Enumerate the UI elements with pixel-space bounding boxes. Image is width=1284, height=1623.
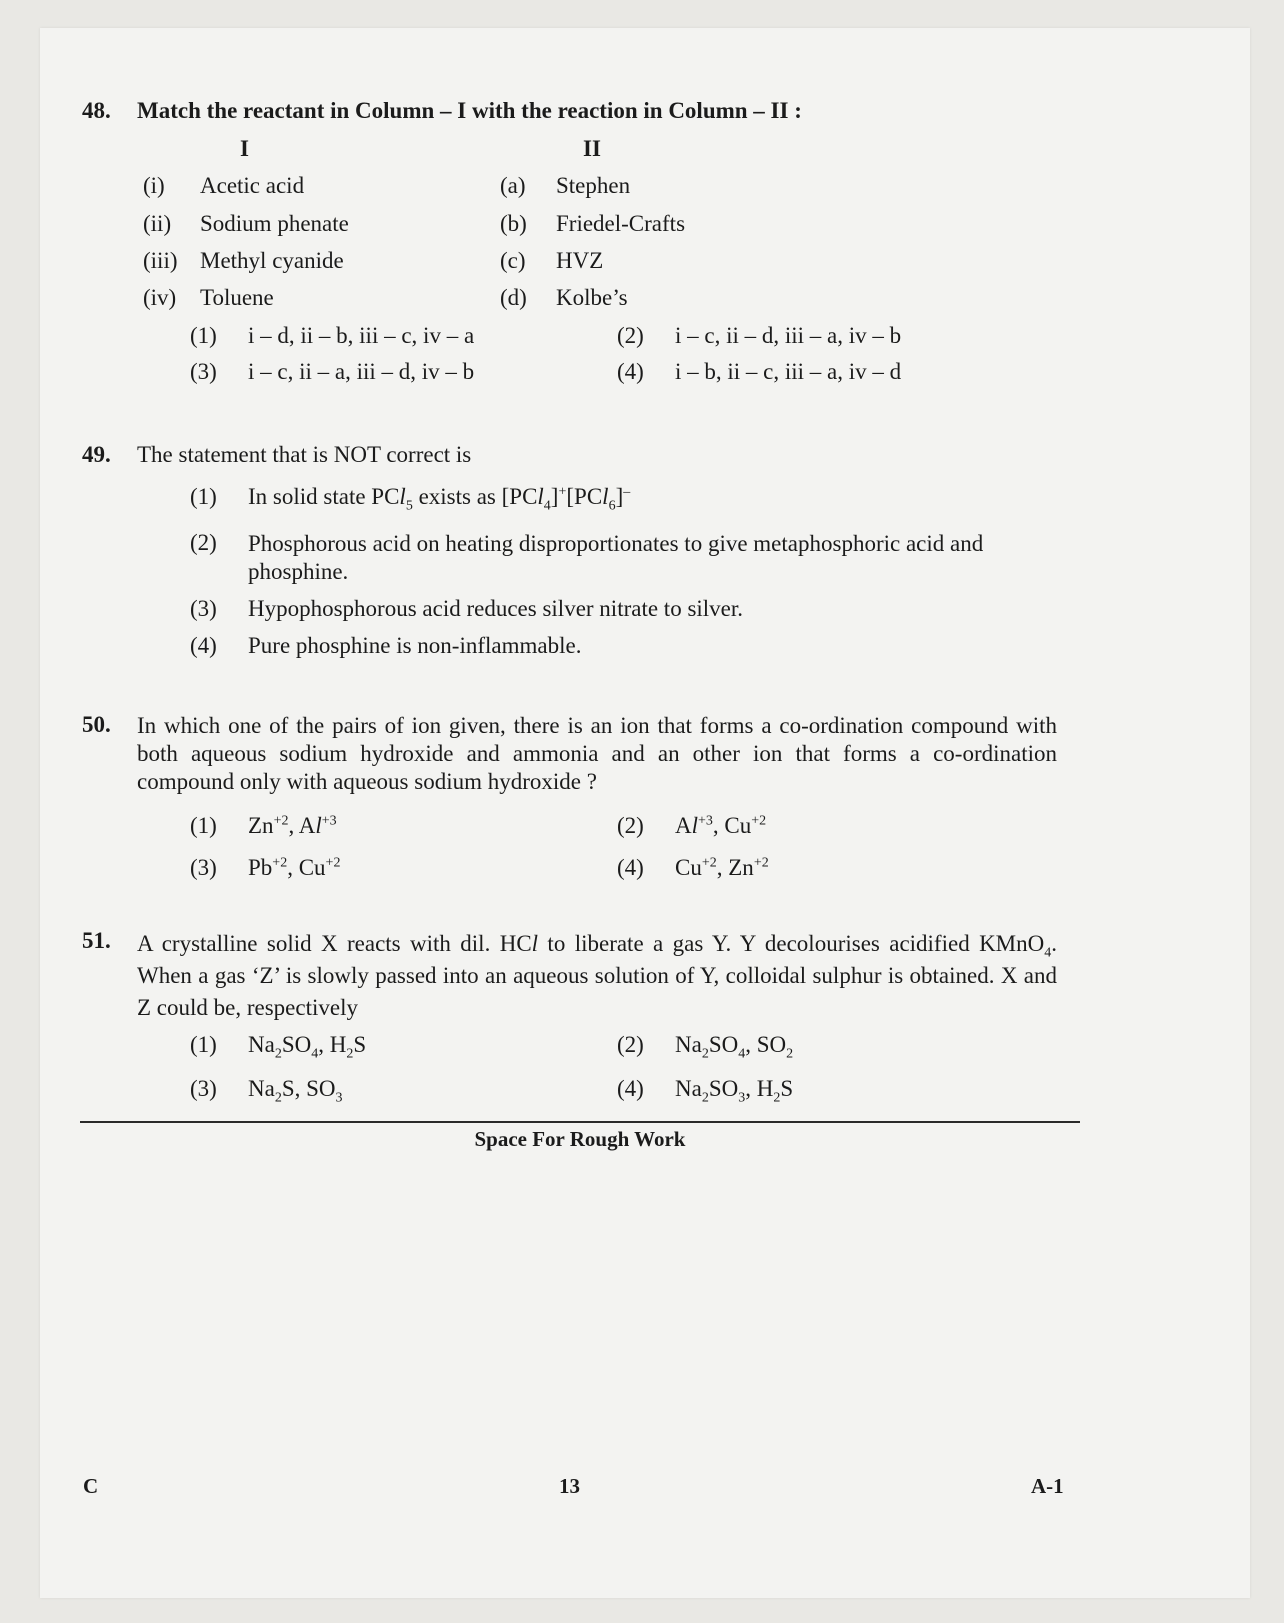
q49-option-text: Hypophosphorous acid reduces silver nitrate to silver. xyxy=(248,596,744,621)
q48-row-match: HVZ xyxy=(556,248,604,273)
q49-option-number: (1) xyxy=(190,484,217,509)
q51-text: A crystalline solid X reacts with dil. HCl to liberate a gas Y. Y decolourises acidified KMnO$_4$. When a gas ‘Z’ is slowly passed into an aqueous solution of Y, colloidal sulphur is obtained. X and Z could be, respectively xyxy=(137,931,1057,1020)
q48-row-match: Stephen xyxy=(556,173,631,198)
q49-option-text: Pure phosphine is non-inflammable. xyxy=(248,633,582,658)
q48-row-idx: (i) xyxy=(143,173,165,198)
q50-number: 50. xyxy=(82,712,111,737)
divider-rule xyxy=(80,1121,1080,1123)
q48-row-item: Toluene xyxy=(200,285,274,310)
q48-row-item: Methyl cyanide xyxy=(200,248,344,273)
q51-option-text: $Na_2S$, $SO_3$ xyxy=(248,1076,343,1106)
q51-option-text: $Na_2SO_4$, $SO_2$ xyxy=(675,1032,794,1062)
q48-option-text: i – c, ii – d, iii – a, iv – b xyxy=(675,323,902,348)
q49-option-text: In solid state PCl$_5$ exists as [PCl$_4$]+[PCl$_6$]– xyxy=(248,484,631,514)
page-number: 13 xyxy=(559,1474,580,1498)
q51-option-text: $Na_2SO_3$, $H_2S$ xyxy=(675,1076,794,1106)
q48-option-text: i – b, ii – c, iii – a, iv – d xyxy=(675,359,902,384)
q48-row-key: (d) xyxy=(500,285,527,310)
q51-option-number: (2) xyxy=(617,1032,644,1057)
q48-row-key: (c) xyxy=(500,248,526,273)
q48-row-match: Kolbe’s xyxy=(556,285,628,310)
q51-number: 51. xyxy=(82,928,111,953)
q48-option-number: (4) xyxy=(617,359,644,384)
q51-option-number: (3) xyxy=(190,1076,217,1101)
q48-row-idx: (iii) xyxy=(143,248,178,273)
q48-col2-header: II xyxy=(583,136,601,161)
q48-row-key: (b) xyxy=(500,211,527,236)
q49-number: 49. xyxy=(82,442,111,467)
q50-option-number: (3) xyxy=(190,855,217,880)
q51-option-text: $Na_2SO_4$, $H_2S$ xyxy=(248,1032,367,1062)
q48-option-text: i – c, ii – a, iii – d, iv – b xyxy=(248,359,475,384)
q50-option-text: $Cu^{+2}$, $Zn^{+2}$ xyxy=(675,855,769,880)
q50-option-text: $Pb^{+2}$, $Cu^{+2}$ xyxy=(248,855,341,880)
q48-col1-header: I xyxy=(240,136,249,161)
q48-option-text: i – d, ii – b, iii – c, iv – a xyxy=(248,323,475,348)
q48-row-idx: (ii) xyxy=(143,211,172,236)
q49-text: The statement that is NOT correct is xyxy=(137,442,472,467)
q48-row-idx: (iv) xyxy=(143,285,177,310)
q50-option-text: $Zn^{+2}$, $Al^{+3}$ xyxy=(248,813,337,838)
footer-series-code: C xyxy=(83,1474,99,1498)
q50-option-text: $Al^{+3}$, $Cu^{+2}$ xyxy=(675,813,767,838)
footer-paper-code: A-1 xyxy=(1031,1474,1064,1498)
q49-option-number: (2) xyxy=(190,530,217,555)
q49-option-number: (4) xyxy=(190,633,217,658)
q49-option-number: (3) xyxy=(190,596,217,621)
q48-row-item: Acetic acid xyxy=(200,173,305,198)
q48-text: Match the reactant in Column – I with the reaction in Column – II : xyxy=(137,98,802,123)
rough-work-label: Space For Rough Work xyxy=(474,1127,686,1151)
q48-option-number: (2) xyxy=(617,323,644,348)
q51-option-number: (1) xyxy=(190,1032,217,1057)
q48-row-match: Friedel-Crafts xyxy=(556,211,686,236)
q48-row-item: Sodium phenate xyxy=(200,211,349,236)
q50-text: In which one of the pairs of ion given, there is an ion that forms a co-ordination compound with both aqueous sodium hydroxide and ammonia and an other ion that forms a co-ordination compound only with aqueous sodium hydroxide ? xyxy=(137,713,1057,794)
q48-option-number: (1) xyxy=(190,323,217,348)
q48-option-number: (3) xyxy=(190,359,217,384)
q48-row-key: (a) xyxy=(500,173,526,198)
q50-option-number: (1) xyxy=(190,813,217,838)
q48-number: 48. xyxy=(82,98,111,123)
q51-option-number: (4) xyxy=(617,1076,644,1101)
q50-option-number: (2) xyxy=(617,813,644,838)
q50-option-number: (4) xyxy=(617,855,644,880)
q49-option-text: Phosphorous acid on heating disproportionates to give metaphosphoric acid and phosphine. xyxy=(248,531,984,584)
